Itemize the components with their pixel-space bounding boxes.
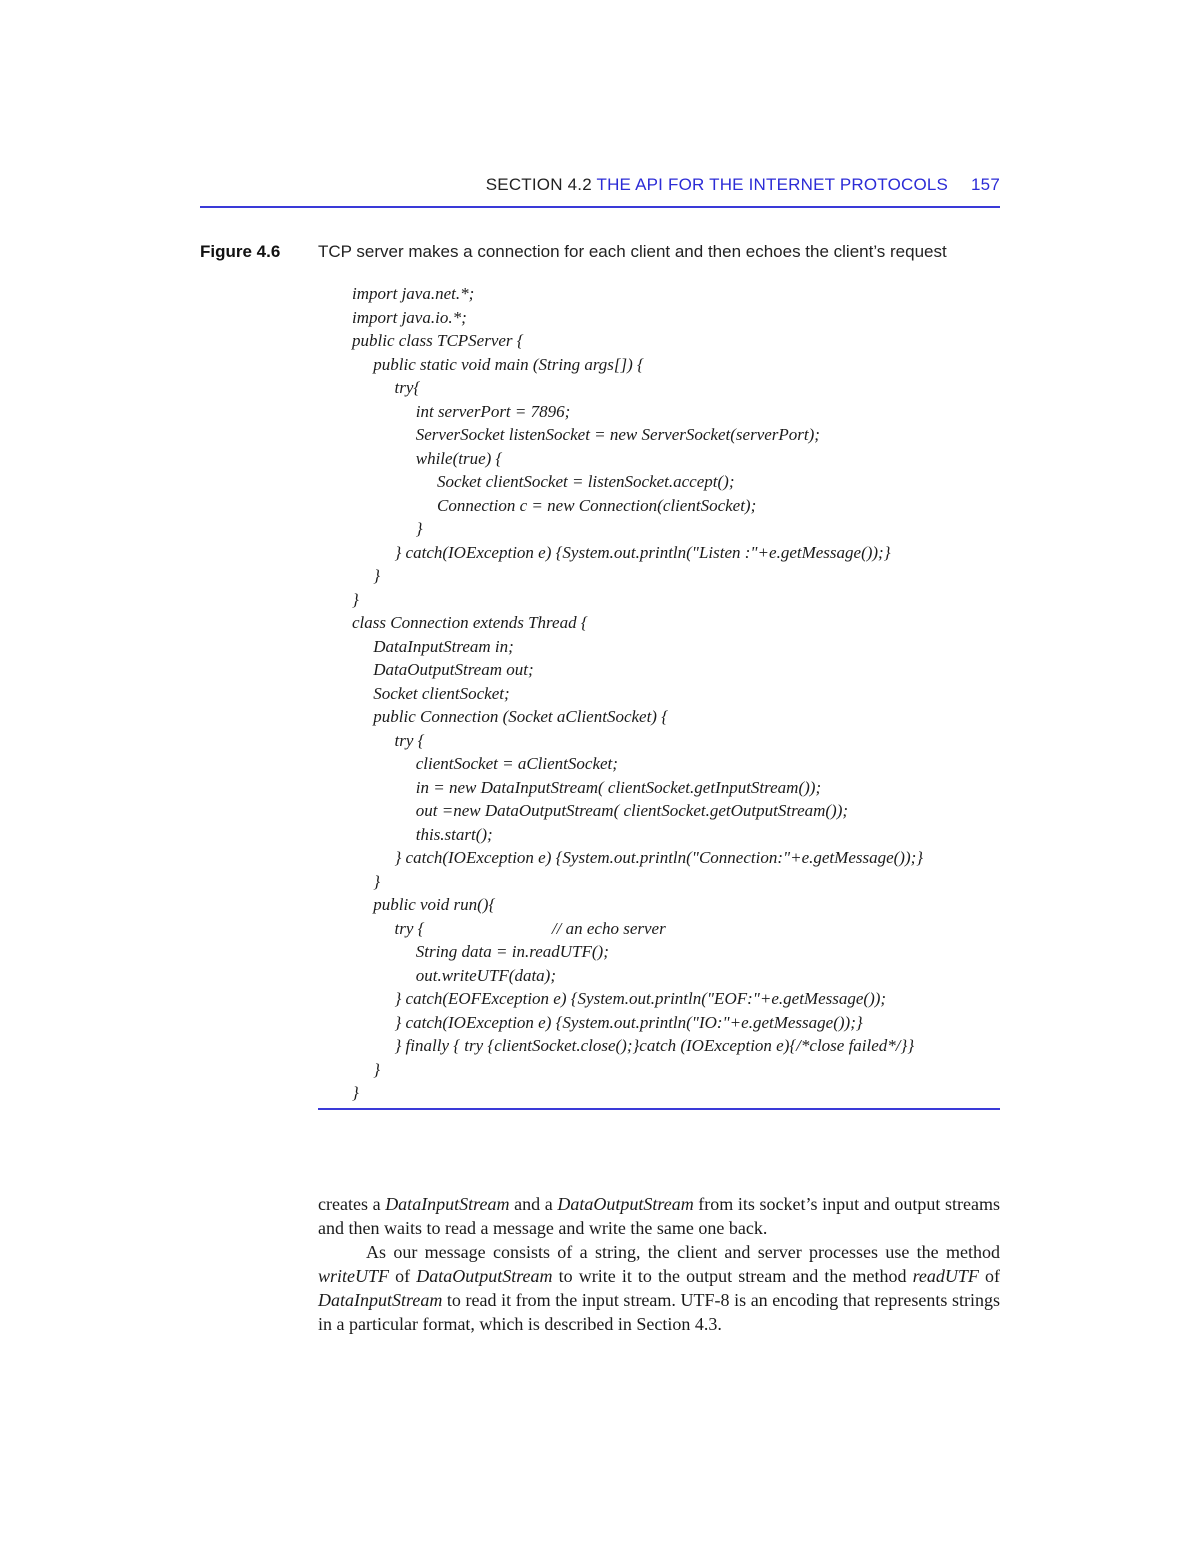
body-text-span: creates a [318, 1194, 386, 1214]
figure-caption: TCP server makes a connection for each client and then echoes the client’s request [318, 242, 947, 261]
figure-bottom-rule [318, 1108, 1000, 1110]
body-text-span: to read it from the input stream. UTF-8 is an encoding that represents strings in a particular format, which is described in Section 4.3. [318, 1290, 1000, 1334]
code-line: Connection c = new Connection(clientSocket); [352, 495, 757, 515]
code-line: } [352, 589, 359, 609]
body-text-span: from its socket’s input and output streams and then waits to read a message and write the same one back. [318, 1194, 1000, 1238]
code-line: } [352, 566, 381, 585]
running-header [200, 175, 1000, 199]
code-line: String data = in.readUTF(); [352, 942, 609, 961]
code-line: DataInputStream in; [352, 636, 514, 656]
code-line: } finally { try {clientSocket.close();}catch (IOException e){/*close failed*/}} [352, 1036, 915, 1055]
code-line: try{ [352, 378, 421, 397]
code-line: public static void main (String args[]) { [352, 354, 644, 374]
section-label: SECTION 4.2 [485, 175, 592, 194]
body-paragraph [318, 1192, 1000, 1240]
method-name: readUTF [912, 1266, 979, 1286]
code-listing [352, 282, 1002, 1105]
code-line: } [352, 871, 381, 891]
code-line: try { [352, 730, 425, 750]
body-text [318, 1192, 1000, 1336]
code-line: public void run(){ [352, 895, 496, 914]
code-line: } [352, 519, 423, 538]
code-line: out =new DataOutputStream( clientSocket.getOutputStream()); [352, 801, 849, 820]
body-paragraph [318, 1240, 1000, 1336]
code-line: Socket clientSocket; [352, 683, 510, 703]
code-line: } catch(IOException e) {System.out.println("Listen :"+e.getMessage());} [352, 542, 891, 562]
code-line: class Connection extends Thread { [352, 613, 588, 632]
code-line: DataOutputStream out; [352, 660, 534, 679]
code-line: } [352, 1083, 359, 1102]
code-line: while(true) { [352, 448, 503, 468]
code-line: ServerSocket listenSocket = new ServerSocket(serverPort); [352, 425, 820, 444]
code-line: public Connection (Socket aClientSocket) { [352, 707, 669, 726]
figure-label: Figure 4.6 [200, 242, 281, 261]
code-line: import java.io.*; [352, 307, 467, 327]
code-line: out.writeUTF(data); [352, 965, 556, 985]
header-rule [200, 206, 1000, 208]
body-text-span: As our message consists of a string, the client and server processes use the method [366, 1242, 1000, 1262]
code-line: clientSocket = aClientSocket; [352, 754, 618, 773]
body-text-span: to write it to the output stream and the method [552, 1266, 913, 1286]
method-name: writeUTF [318, 1266, 390, 1286]
code-line: } catch(IOException e) {System.out.println("IO:"+e.getMessage());} [352, 1012, 863, 1032]
code-line: } catch(EOFException e) {System.out.println("EOF:"+e.getMessage()); [352, 989, 887, 1008]
class-name: DataInputStream [385, 1194, 510, 1214]
class-name: DataInputStream [318, 1290, 443, 1310]
section-title: THE API FOR THE INTERNET PROTOCOLS [596, 175, 949, 194]
code-line: try { // an echo server [352, 918, 666, 938]
code-line: Socket clientSocket = listenSocket.accept(); [352, 472, 735, 491]
code-line: } catch(IOException e) {System.out.println("Connection:"+e.getMessage());} [352, 848, 924, 867]
body-text-span: of [978, 1266, 1000, 1286]
body-text-span: of [389, 1266, 417, 1286]
code-line: this.start(); [352, 824, 493, 844]
code-line: in = new DataInputStream( clientSocket.getInputStream()); [352, 777, 822, 797]
body-text-span: and a [509, 1194, 558, 1214]
code-line: public class TCPServer { [352, 331, 524, 350]
page-number: 157 [971, 175, 1000, 194]
class-name: DataOutputStream [416, 1266, 553, 1286]
code-line: } [352, 1059, 381, 1079]
code-line: import java.net.*; [352, 284, 475, 303]
class-name: DataOutputStream [557, 1194, 694, 1214]
code-line: int serverPort = 7896; [352, 401, 571, 421]
